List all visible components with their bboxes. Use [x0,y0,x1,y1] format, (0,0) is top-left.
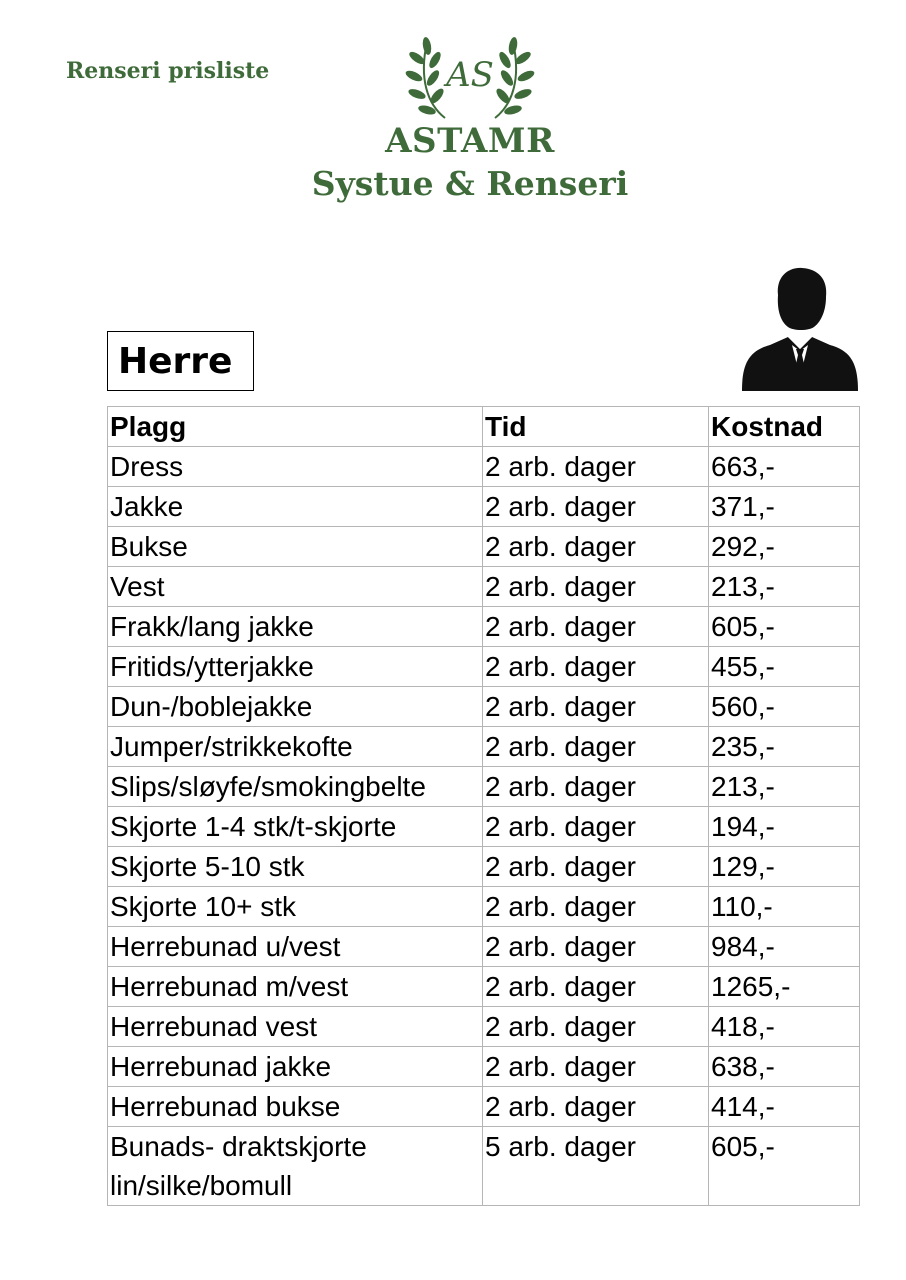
cell-item: Dress [108,447,483,487]
price-table [107,406,860,1206]
table-row [108,887,860,927]
cell-cost: 605,- [709,1127,860,1206]
cell-item: Jakke [108,487,483,527]
cell-cost: 455,- [709,647,860,687]
cell-cost: 1265,- [709,967,860,1007]
brand-subtitle: Systue & Renseri [311,164,629,203]
cell-item: Bukse [108,527,483,567]
cell-time: 2 arb. dager [483,607,709,647]
cell-time: 2 arb. dager [483,847,709,887]
cell-cost: 560,- [709,687,860,727]
cell-item: Vest [108,567,483,607]
cell-cost: 605,- [709,607,860,647]
cell-item: Jumper/strikkekofte [108,727,483,767]
table-header-row [108,407,860,447]
cell-time: 2 arb. dager [483,727,709,767]
cell-item: Herrebunad vest [108,1007,483,1047]
column-header-tid: Tid [483,407,709,447]
table-row [108,1087,860,1127]
cell-item: Fritids/ytterjakke [108,647,483,687]
cell-cost: 292,- [709,527,860,567]
cell-cost: 194,- [709,807,860,847]
cell-cost: 638,- [709,1047,860,1087]
table-row [108,1007,860,1047]
cell-time: 2 arb. dager [483,1087,709,1127]
cell-item: Skjorte 5-10 stk [108,847,483,887]
cell-time: 2 arb. dager [483,527,709,567]
cell-item: Skjorte 1-4 stk/t-skjorte [108,807,483,847]
price-table-body [108,447,860,1206]
cell-time: 2 arb. dager [483,447,709,487]
section-label-box [107,331,254,391]
cell-time: 2 arb. dager [483,767,709,807]
table-row [108,807,860,847]
table-row [108,647,860,687]
cell-item: Herrebunad m/vest [108,967,483,1007]
cell-cost: 414,- [709,1087,860,1127]
cell-item: Bunads- draktskjorte lin/silke/bomull [108,1127,483,1206]
cell-time: 2 arb. dager [483,487,709,527]
table-row [108,847,860,887]
column-header-kostnad: Kostnad [709,407,860,447]
cell-cost: 984,- [709,927,860,967]
cell-item: Skjorte 10+ stk [108,887,483,927]
cell-cost: 110,- [709,887,860,927]
table-row [108,1047,860,1087]
table-row [108,567,860,607]
cell-cost: 213,- [709,767,860,807]
price-list-title: Renseri prisliste [66,58,270,84]
table-row [108,767,860,807]
cell-time: 2 arb. dager [483,647,709,687]
cell-item: Herrebunad u/vest [108,927,483,967]
cell-cost: 371,- [709,487,860,527]
businessman-icon [740,265,860,391]
cell-item: Herrebunad jakke [108,1047,483,1087]
logo-monogram: AS [446,55,494,95]
cell-time: 2 arb. dager [483,1007,709,1047]
cell-time: 2 arb. dager [483,927,709,967]
cell-item: Slips/sløyfe/smokingbelte [108,767,483,807]
cell-cost: 213,- [709,567,860,607]
cell-time: 2 arb. dager [483,887,709,927]
table-row [108,607,860,647]
cell-time: 5 arb. dager [483,1127,709,1206]
cell-cost: 129,- [709,847,860,887]
table-row [108,727,860,767]
cell-time: 2 arb. dager [483,567,709,607]
table-row [108,927,860,967]
cell-item: Herrebunad bukse [108,1087,483,1127]
table-row [108,447,860,487]
cell-item: Frakk/lang jakke [108,607,483,647]
cell-time: 2 arb. dager [483,967,709,1007]
brand-logo [300,34,640,204]
cell-item: Dun-/boblejakke [108,687,483,727]
table-row [108,967,860,1007]
cell-cost: 418,- [709,1007,860,1047]
cell-cost: 663,- [709,447,860,487]
cell-time: 2 arb. dager [483,687,709,727]
table-row [108,687,860,727]
table-row [108,527,860,567]
cell-time: 2 arb. dager [483,1047,709,1087]
laurel-wreath-icon [405,34,535,120]
table-row [108,1127,860,1206]
section-title: Herre [118,340,233,382]
brand-name: ASTAMR [385,121,555,161]
column-header-plagg: Plagg [108,407,483,447]
table-row [108,487,860,527]
cell-cost: 235,- [709,727,860,767]
cell-time: 2 arb. dager [483,807,709,847]
